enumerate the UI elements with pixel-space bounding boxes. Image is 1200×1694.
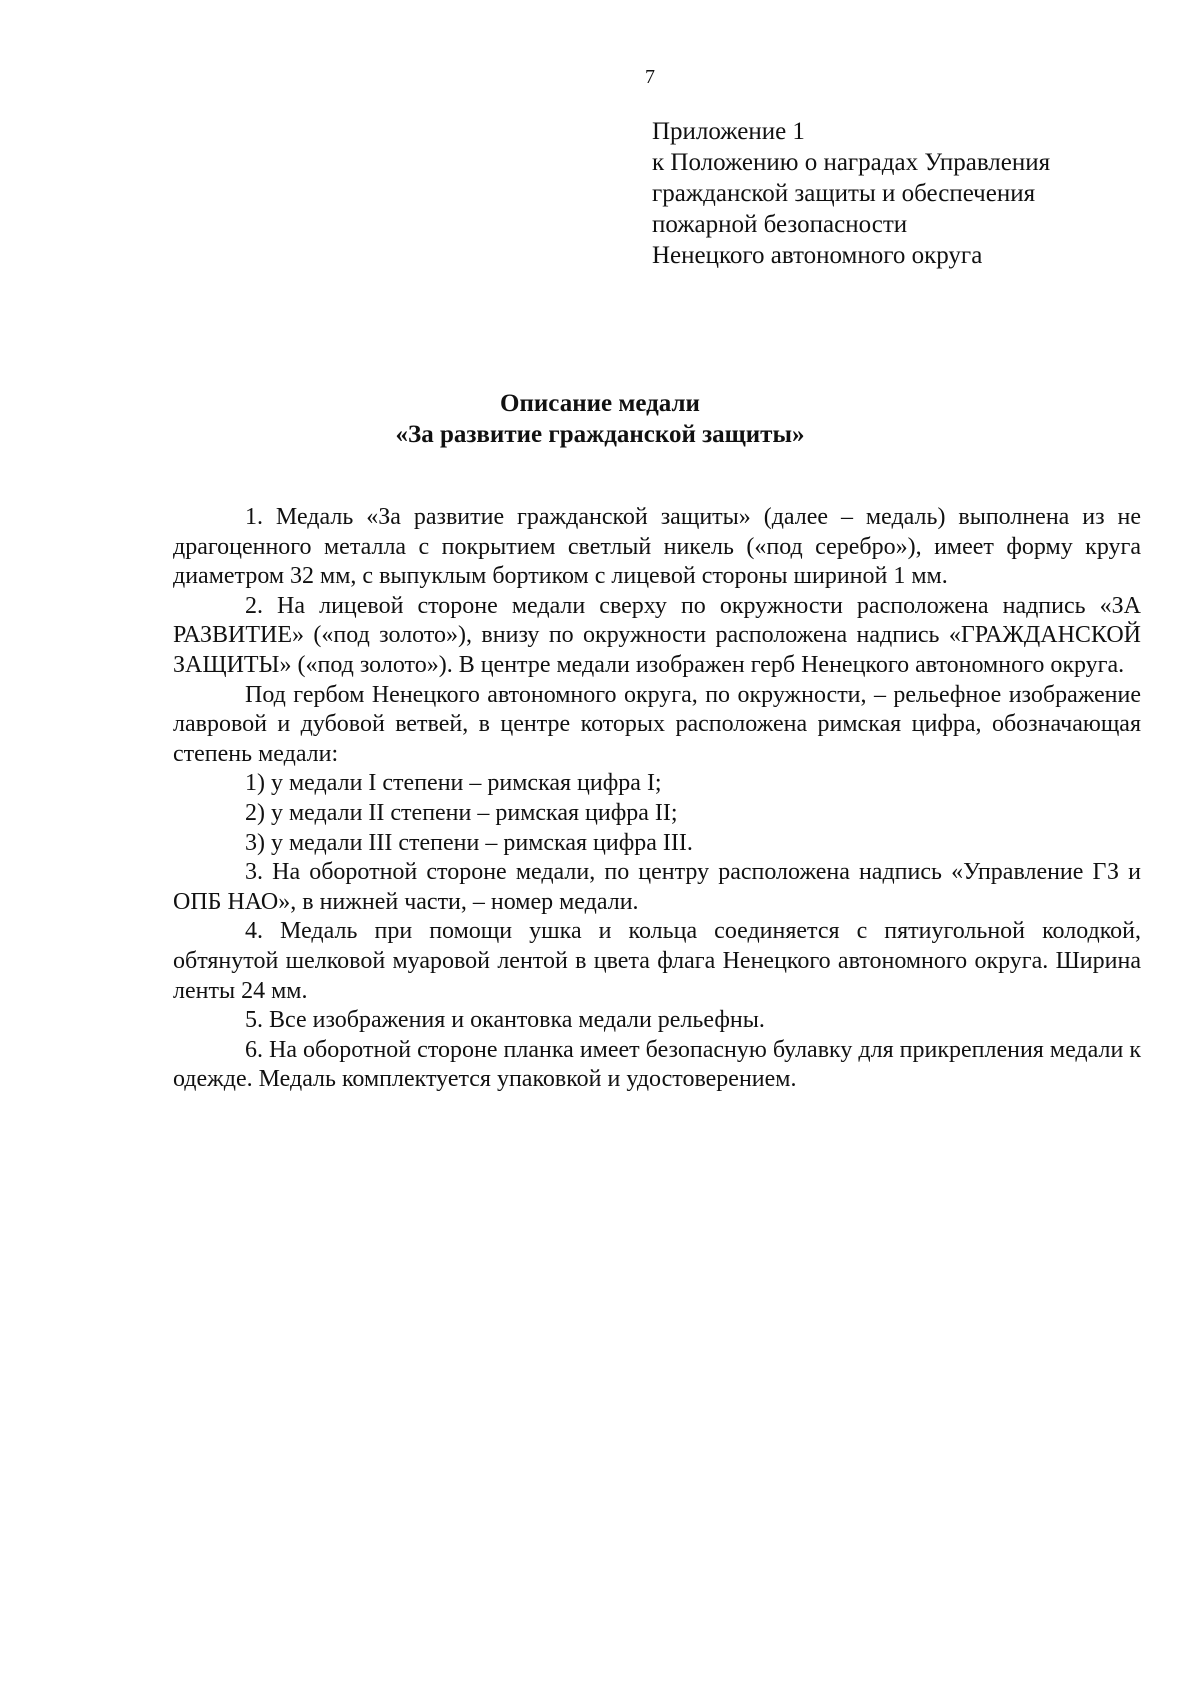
appendix-line: гражданской защиты и обеспечения	[652, 180, 1036, 207]
appendix-header	[652, 116, 1172, 271]
list-item: 1) у медали I степени – римская цифра I;	[245, 770, 662, 797]
paragraph: 2. На лицевой стороне медали сверху по окружности расположена надпись «ЗА РАЗВИТИЕ» («под золото»), внизу по окружности расположена надпись «ГРАЖДАНСКОЙ ЗАЩИТЫ» («под золото»). В центре медали изображен герб Ненецкого автономного округа.	[173, 592, 1141, 678]
document-body	[173, 503, 1141, 1095]
document-title-line-2: «За развитие гражданской защиты»	[395, 421, 805, 448]
paragraph: 5. Все изображения и окантовка медали рельефны.	[245, 1007, 765, 1034]
document-title	[0, 388, 1200, 450]
appendix-line: к Положению о наградах Управления	[652, 149, 1051, 176]
paragraph: 4. Медаль при помощи ушка и кольца соединяется с пятиугольной колодкой, обтянутой шелковой муаровой лентой в цвета флага Ненецкого автономного округа. Ширина ленты 24 мм.	[173, 918, 1141, 1004]
appendix-line: пожарной безопасности	[652, 211, 908, 238]
paragraph: 3. На оборотной стороне медали, по центру расположена надпись «Управление ГЗ и ОПБ НАО», в нижней части, – номер медали.	[173, 859, 1141, 915]
page-number: 7	[645, 66, 655, 88]
appendix-line: Ненецкого автономного округа	[652, 242, 983, 269]
appendix-line: Приложение 1	[652, 118, 805, 145]
document-title-line-1: Описание медали	[500, 390, 700, 417]
list-item: 2) у медали II степени – римская цифра II;	[245, 799, 678, 826]
paragraph: Под гербом Ненецкого автономного округа, по окружности, – рельефное изображение лавровой и дубовой ветвей, в центре которых расположена римская цифра, обозначающая степень медали:	[173, 681, 1141, 767]
list-item: 3) у медали III степени – римская цифра III.	[245, 829, 693, 856]
paragraph: 1. Медаль «За развитие гражданской защиты» (далее – медаль) выполнена из не драгоценного металла с покрытием светлый никель («под серебро»), имеет форму круга диаметром 32 мм, с выпуклым бортиком с лицевой стороны шириной 1 мм.	[173, 504, 1141, 590]
paragraph: 6. На оборотной стороне планка имеет безопасную булавку для прикрепления медали к одежде. Медаль комплектуется упаковкой и удостоверением.	[173, 1036, 1141, 1093]
